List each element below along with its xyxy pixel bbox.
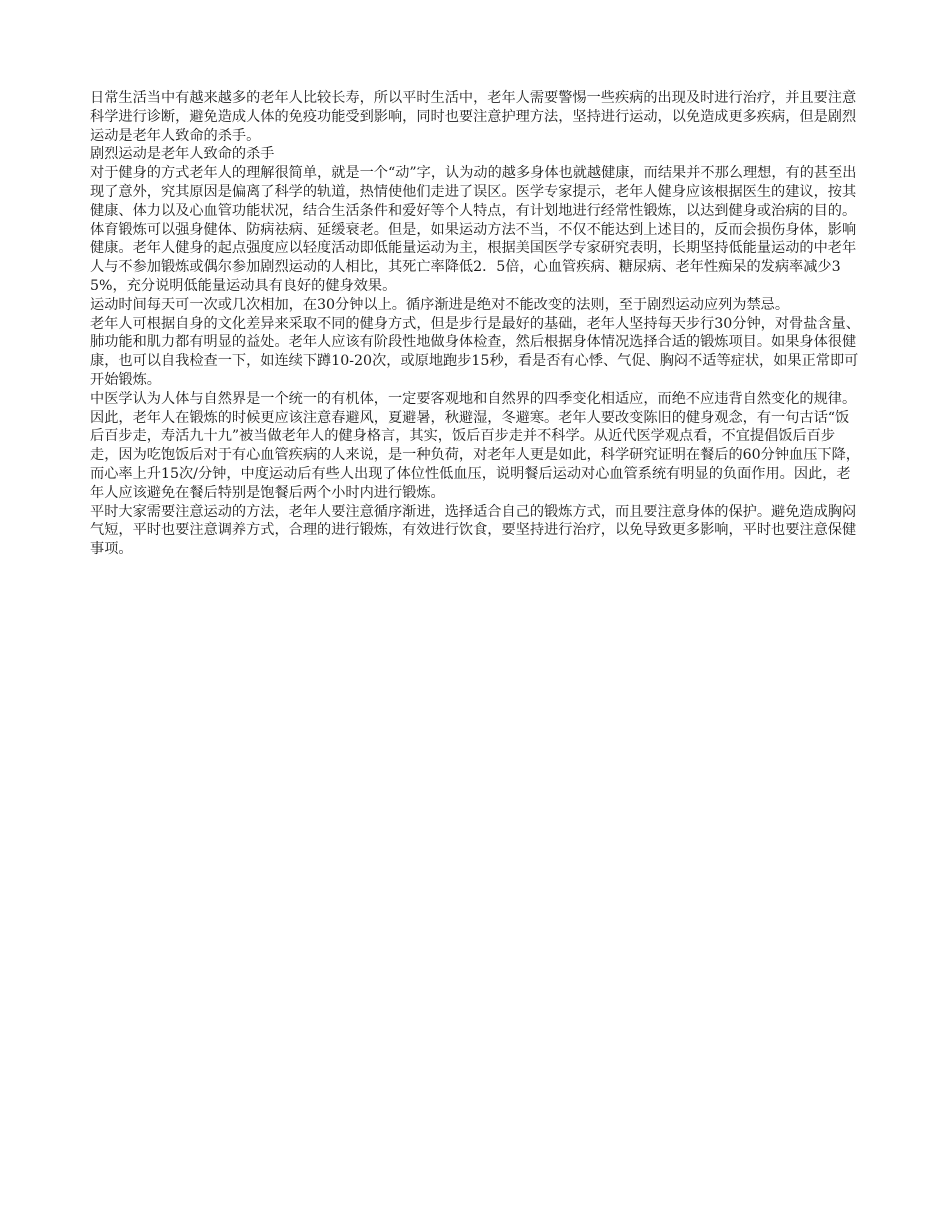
- intro-paragraph: 日常生活当中有越来越多的老年人比较长寿，所以平时生活中，老年人需要警惕一些疾病的出现及时进行治疗，并且要注意科学进行诊断，避免造成人体的免疫功能受到影响，同时也要注意护理方法，坚持进行运动，以免造成更多疾病，但是剧烈运动是老年人致命的杀手。: [90, 90, 857, 144]
- document-body: [90, 89, 862, 559]
- body-paragraph: 运动时间每天可一次或几次相加，在30分钟以上。循序渐进是绝对不能改变的法则，至于剧烈运动应列为禁忌。: [90, 296, 790, 313]
- body-paragraph: 体育锻炼可以强身健体、防病祛病、延缓衰老。但是，如果运动方法不当，不仅不能达到上述目的，反而会损伤身体，影响健康。老年人健身的起点强度应以轻度活动即低能量运动为主，根据美国医学专家研究表明，长期坚持低能量运动的中老年人与不参加锻炼或偶尔参加剧烈运动的人相比，其死亡率降低2．5倍，心血管疾病、糖尿病、老年性痴呆的发病率减少35%，充分说明低能量运动具有良好的健身效果。: [90, 221, 857, 294]
- body-paragraph: 老年人可根据自身的文化差异来采取不同的健身方式，但是步行是最好的基础，老年人坚持每天步行30分钟，对骨盐含量、肺功能和肌力都有明显的益处。老年人应该有阶段性地做身体检查，然后根据身体情况选择合适的锻炼项目。如果身体很健康，也可以自我检查一下，如连续下蹲10-20次，或原地跑步15秒，看是否有心悸、气促、胸闷不适等症状，如果正常即可开始锻炼。: [90, 315, 860, 388]
- body-paragraph: 对于健身的方式老年人的理解很简单，就是一个“动”字，认为动的越多身体也就越健康，而结果并不那么理想，有的甚至出现了意外，究其原因是偏离了科学的轨道，热情使他们走进了误区。医学专家提示，老年人健身应该根据医生的建议，按其健康、体力以及心血管功能状况，结合生活条件和爱好等个人特点，有计划地进行经常性锻炼，以达到健身或治病的目的。: [90, 165, 857, 219]
- closing-paragraph: 平时大家需要注意运动的方法，老年人要注意循序渐进，选择适合自己的锻炼方式，而且要注意身体的保护。避免造成胸闷气短，平时也要注意调养方式，合理的进行锻炼，有效进行饮食，要坚持进行治疗，以免导致更多影响，平时也要注意保健事项。: [90, 503, 857, 558]
- body-paragraph: 中医学认为人体与自然界是一个统一的有机体，一定要客观地和自然界的四季变化相适应，而绝不应违背自然变化的规律。因此，老年人在锻炼的时候更应该注意春避风，夏避暑，秋避湿，冬避寒。老年人要改变陈旧的健身观念，有一句古话“饭后百步走，寿活九十九”被当做老年人的健身格言，其实，饭后百步走并不科学。从近代医学观点看，不宜提倡饭后百步走，因为吃饱饭后对于有心血管疾病的人来说，是一种负荷，对老年人更是如此，科学研究证明在餐后的60分钟血压下降，而心率上升15次/分钟，中度运动后有些人出现了体位性低血压，说明餐后运动对心血管系统有明显的负面作用。因此，老年人应该避免在餐后特别是饱餐后两个小时内进行锻炼。: [90, 390, 860, 501]
- section-heading: 剧烈运动是老年人致命的杀手: [90, 146, 275, 163]
